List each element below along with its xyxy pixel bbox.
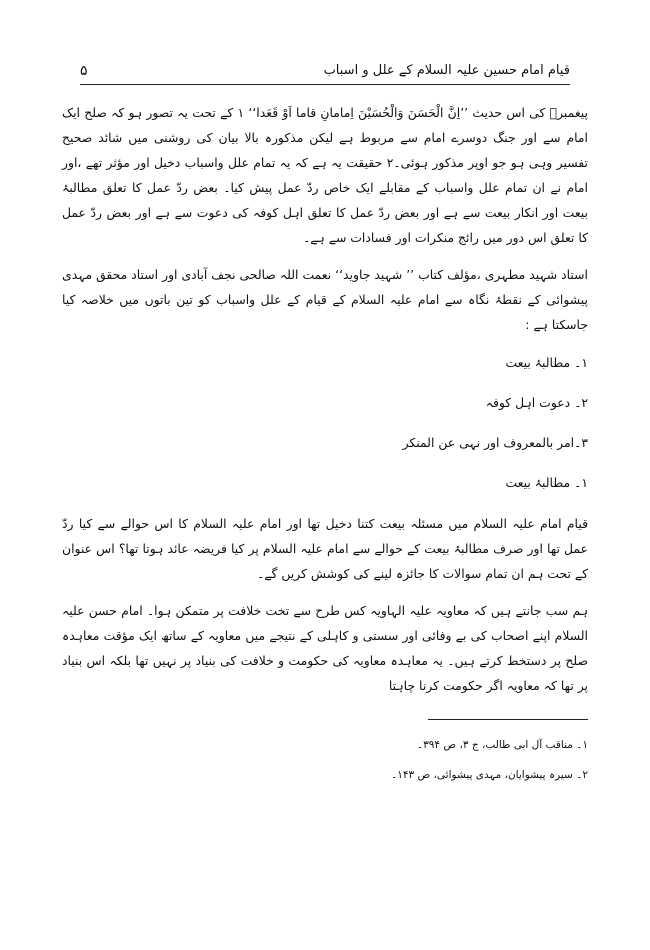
section-heading: ۱۔ مطالبۂ بیعت [505,475,588,490]
page-header [80,55,570,81]
paragraph-2: استاد شہید مطہری ،مؤلف کتاب ’’ شہید جاوید‘‘ نعمت اللہ صالحی نجف آبادی اور استاد محقق مہدی پیشوائی کے نقطۂ نگاہ سے امام علیہ السلام کے قیام کے علل واسباب کو تین باتوں میں خلاصہ کیا جاسکتا ہے : [62,267,588,332]
footnote-2: ۲۔ سیرہ پیشوایان، مہدی پیشوائی، ص ۱۴۳۔ [391,769,588,781]
list-item-kufa: ۲۔ دعوت اہل کوفہ [485,395,588,410]
list-item-amr-bil-maruf: ۳۔امر بالمعروف اور نہی عن المنکر [402,435,588,450]
paragraph-3: قیام امام علیہ السلام میں مسئلہ بیعت کتنا دخیل تھا اور امام علیہ السلام کا اس حوالے سے کیا ردّ عمل تھا اور صرف مطالبۂ بیعت کے حوالے سے امام علیہ السلام پر کیا فریضہ عائد ہوتا تھا؟ اس عنوان کے تحت ہم ان تمام سوالات کا جائزہ لینے کی کوشش کریں گے۔ [62,516,588,581]
footnote-1: ۱۔ مناقب آل ابی طالب، ج ۳، ص ۳۹۴۔ [417,739,588,751]
footnote-rule [428,719,588,720]
page-number: ۵ [80,63,88,79]
body-text [62,100,588,698]
paragraph-1: پیغمبرؐ کی اس حدیث ’’اِنَّ الْحَسَنَ وَالْحُسَیْنَ اِمامانِ قاما اَوْ قَعَدا‘‘ ۱ کے تحت یہ تصور ہو کہ صلح ایک امام سے اور جنگ دوسرے امام سے مربوط ہے لیکن مذکورہ بالا بیان کی روشنی میں شائد صحیح تفسیر وہی ہو جو اوپر مذکور ہوئی۔۲ حقیقت یہ ہے کہ یہ تمام علل واسباب دخیل اور مؤثر تھے ،اور امام نے ان تمام علل واسباب کے مقابلے ایک خاص ردّ عمل پیش کیا۔ بعض ردّ عمل کا تعلق مطالبۂ بیعت اور انکار بیعت سے ہے اور بعض ردّ عمل کا تعلق اہل کوفہ کی دعوت سے ہے اور بعض ردّ عمل کا تعلق اس دور میں رائج منکرات اور فسادات سے ہے۔ [62,105,589,245]
footnotes [62,736,588,796]
running-header-title: قیام امام حسین علیہ السلام کے علل و اسباب [323,63,570,78]
paragraph-4: ہم سب جانتے ہیں کہ معاویہ علیہ الہاویہ کس طرح سے تخت خلافت پر متمکن ہوا۔ امام حسن علیہ السلام اپنے اصحاب کی بے وفائی اور سستی و کاہلی کے نتیجے میں معاویہ کے ساتھ ایک مؤقت معاہدہ صلح پر دستخط کرتے ہیں۔ یہ معاہدہ معاویہ کی حکومت و خلافت کی بنیاد پر نہیں تھا بلکہ اس بنیاد پر تھا کہ معاویہ اگر حکومت کرنا چاہتا [62,603,588,693]
list-item-bayat: ۱۔ مطالبۂ بیعت [505,355,588,370]
header-rule [80,84,570,85]
